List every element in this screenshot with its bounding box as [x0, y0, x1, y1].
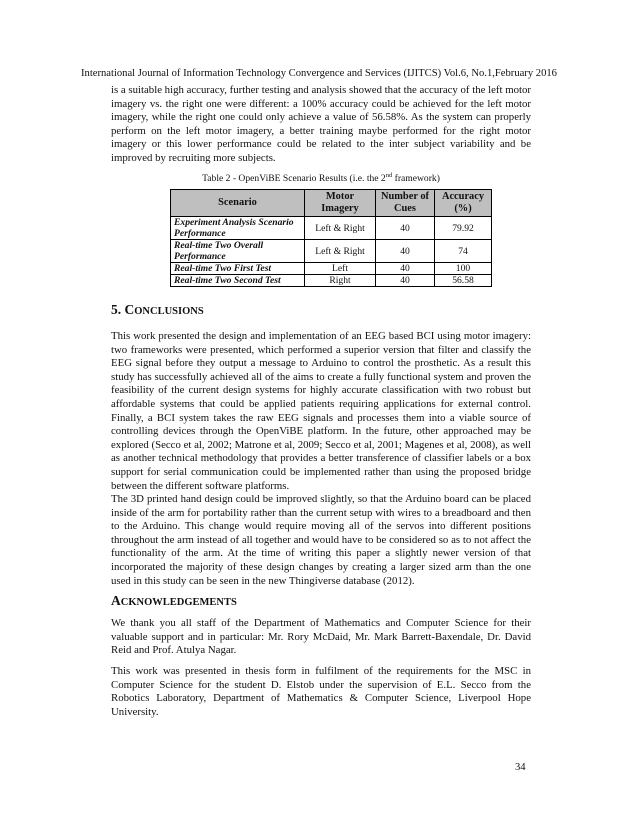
- conclusions-heading: [111, 302, 204, 318]
- cell-accuracy: 100: [435, 263, 492, 275]
- cell-scenario: Real-time Two Second Test: [171, 275, 305, 287]
- cell-number-of-cues: 40: [376, 275, 435, 287]
- results-table: [170, 189, 492, 287]
- cell-motor-imagery: Left & Right: [305, 240, 376, 263]
- cell-number-of-cues: 40: [376, 240, 435, 263]
- cell-scenario: Real-time Two Overall Performance: [171, 240, 305, 263]
- cell-accuracy: 56.58: [435, 275, 492, 287]
- acknowledgements-heading-first: A: [111, 593, 121, 608]
- cell-number-of-cues: 40: [376, 263, 435, 275]
- table-row: [171, 217, 492, 240]
- acknowledgements-paragraph-2: This work was presented in thesis form in fulfilment of the requirements for the MSC in Computer Science for the student D. Elstob under the supervision of E.L. Secco from the Robotics Laboratory, Department of Mathematics & Computer Science, Liverpool Hope University.: [111, 665, 531, 718]
- header-motor-imagery: Motor Imagery: [305, 190, 376, 217]
- table-row: [171, 240, 492, 263]
- header-accuracy: Accuracy (%): [435, 190, 492, 217]
- cell-scenario: Experiment Analysis Scenario Performance: [171, 217, 305, 240]
- conclusions-heading-number: 5. C: [111, 302, 135, 317]
- table-caption-sup: nd: [385, 172, 393, 179]
- acknowledgements-paragraph-1: We thank you all staff of the Department of Mathematics and Computer Science for their valuable support and in particular: Mr. Rory McDaid, Mr. Mark Barrett-Baxendale, Dr. David Reid and Prof. Atulya Nagar.: [111, 617, 531, 657]
- cell-number-of-cues: 40: [376, 217, 435, 240]
- journal-header: International Journal of Information Technology Convergence and Services (IJITCS) Vol.6, No.1,February 2016: [81, 68, 557, 79]
- page-number: 34: [515, 762, 526, 773]
- cell-motor-imagery: Left & Right: [305, 217, 376, 240]
- table-caption-prefix: Table 2 - OpenViBE Scenario Results (i.e. the 2: [202, 173, 386, 185]
- cell-accuracy: 74: [435, 240, 492, 263]
- conclusions-paragraph-2: The 3D printed hand design could be improved slightly, so that the Arduino board can be placed inside of the arm for portability rather than the current setup with wires to a breadboard and then to the Arduino. This change would require moving all of the servos into different positions throughout the arm instead of all together and would have to be considered so as to not affect the functionality of the arm. At the time of writing this paper a slightly newer version of that incorporated the majority of these design changes by creating a larger sized arm than the one used in this study can be seen in the new Thingiverse database (2012).: [111, 493, 531, 587]
- table-caption: [111, 172, 531, 184]
- table-row: [171, 275, 492, 287]
- header-number-of-cues: Number of Cues: [376, 190, 435, 217]
- conclusions-paragraph-1: This work presented the design and implementation of an EEG based BCI using motor imagery: two frameworks were presented, which performed a superior version that filter and classify the EEG signal before they output a message to Arduino to control the prosthetic. As a result this study has successfully achieved all of the aims to create a fully functional system and proven the feasibility of the current design systems for highly accurate classification with two robust but affordable systems that could be applied patients requiring applications for external control. Finally, a BCI system takes the raw EEG signals and processes them into a viable source of controlling devices through the OpenViBE platform. In the future, other approached may be explored (Secco et al, 2002; Matrone et al, 2009; Secco et al, 2001; Magenes et al, 2008), as well as another technical methodology that provides a better transference of classifier labels or a box support for serial communication could be implemented rather than using the proposed bridge between the different software platforms.: [111, 330, 531, 492]
- cell-scenario: Real-time Two First Test: [171, 263, 305, 275]
- cell-motor-imagery: Left: [305, 263, 376, 275]
- header-scenario: Scenario: [171, 190, 305, 217]
- table-caption-suffix: framework): [392, 173, 440, 185]
- conclusions-heading-rest: ONCLUSIONS: [134, 306, 204, 317]
- table-header-row: [171, 190, 492, 217]
- cell-accuracy: 79.92: [435, 217, 492, 240]
- acknowledgements-heading-rest: CKNOWLEDGEMENTS: [120, 597, 237, 608]
- cell-motor-imagery: Right: [305, 275, 376, 287]
- table-row: [171, 263, 492, 275]
- intro-paragraph: is a suitable high accuracy, further testing and analysis showed that the accuracy of the left motor imagery vs. the right one were different: a 100% accuracy could be achieved for the left motor imagery, while the right one could only achieve a value of 56.58%. As the system can properly perform on the left motor imagery, a better training maybe performed for the right motor imagery or this lower performance could be related to the inter subject variability and be improved by recruiting more subjects.: [111, 84, 531, 164]
- acknowledgements-heading: [111, 593, 237, 609]
